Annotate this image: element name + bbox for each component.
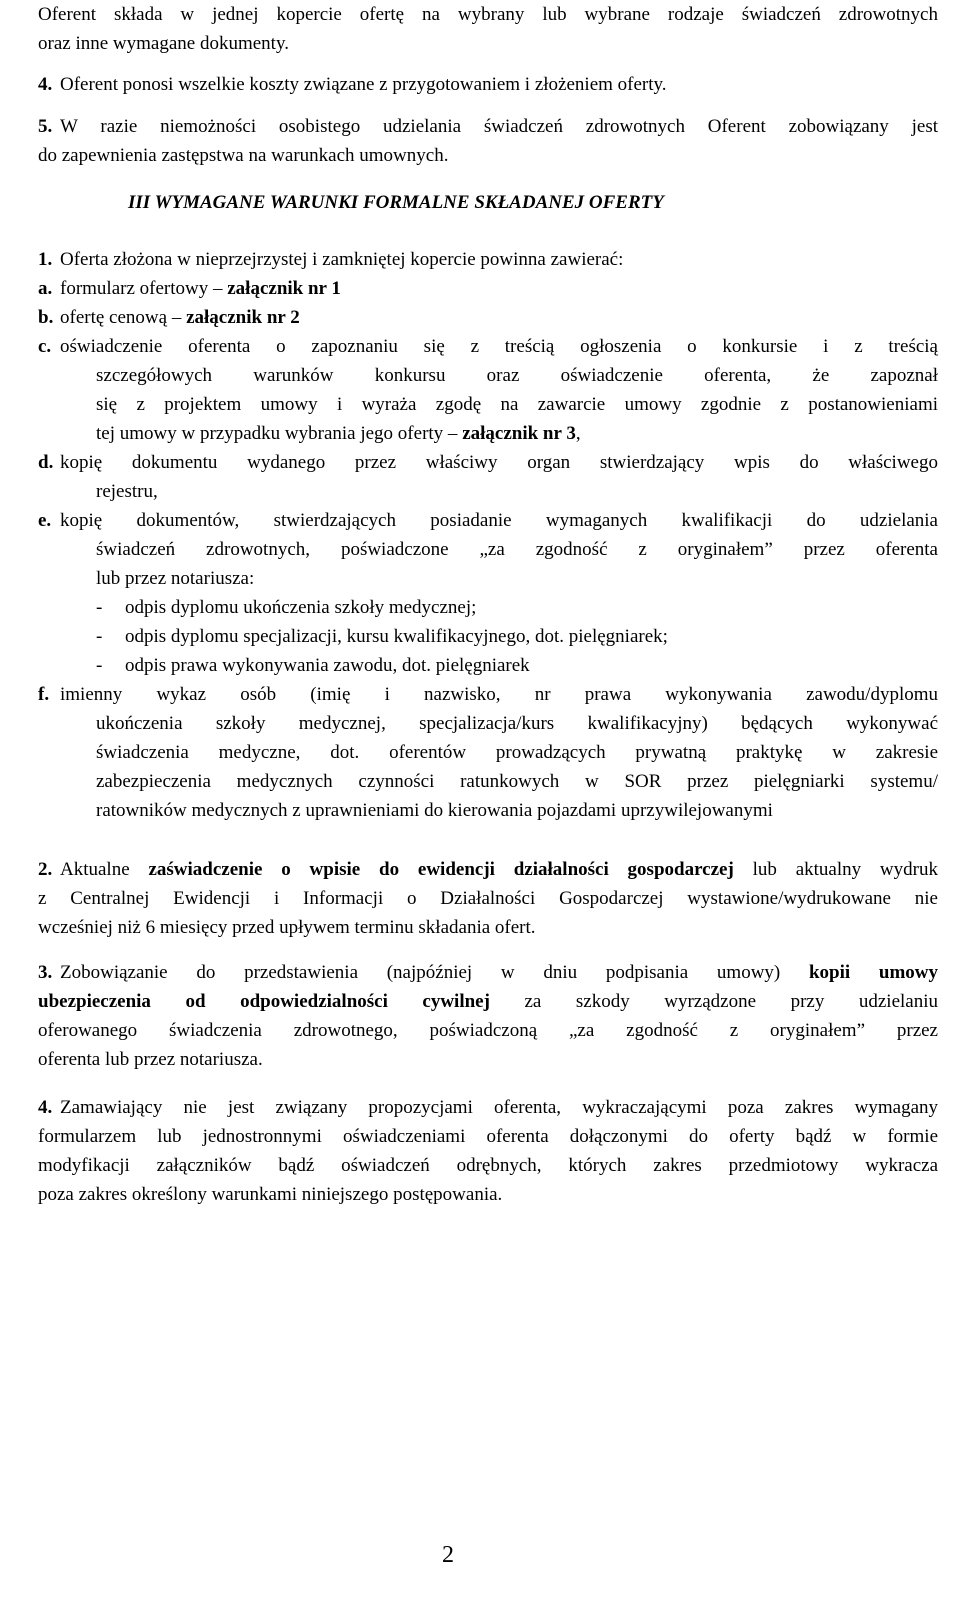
item-text: Aktualne <box>60 859 149 880</box>
subitem-e <box>38 506 938 680</box>
requirement-4 <box>38 1093 938 1209</box>
item-number: 5. <box>38 116 53 137</box>
item-text-line: z Centralnej Ewidencji i Informacji o Działalności Gospodarczej wystawione/wydrukowane nie <box>38 888 938 909</box>
subitem-c <box>38 332 938 448</box>
dash-item-text: odpis prawa wykonywania zawodu, dot. pielęgniarek <box>125 655 530 676</box>
item-number: 4. <box>38 1097 53 1118</box>
subitem-text-line: świadczeń zdrowotnych, poświadczone „za zgodność z oryginałem” przez oferenta <box>96 539 938 560</box>
dash-item <box>38 622 938 651</box>
item-text: Zamawiający nie jest związany propozycjami oferenta, wykraczającymi poza zakres wymagany <box>60 1097 938 1118</box>
item-text-line-2: do zapewnienia zastępstwa na warunkach umownych. <box>38 145 449 166</box>
subitem-text-line: oświadczenie oferenta o zapoznaniu się z treścią ogłoszenia o konkursie i z treścią <box>60 336 938 357</box>
subitem-letter: f. <box>38 684 50 705</box>
item-text: Zobowiązanie do przedstawienia (najpóźniej w dniu podpisania umowy) <box>60 962 809 983</box>
subitem-text-line: tej umowy w przypadku wybrania jego oferty – <box>96 423 463 444</box>
item-number: 4. <box>38 74 53 95</box>
dash-bullet: - <box>96 597 103 618</box>
item-text: Oferent ponosi wszelkie koszty związane z przygotowaniem i złożeniem oferty. <box>60 74 667 95</box>
subitem-text-line: kopię dokumentu wydanego przez właściwy organ stwierdzający wpis do właściwego <box>60 452 938 473</box>
page-number: 2 <box>442 1542 454 1568</box>
dash-bullet: - <box>96 626 103 647</box>
requirement-1 <box>38 245 938 825</box>
intro-line-1: Oferent składa w jednej kopercie ofertę na wybrany lub wybrane rodzaje świadczeń zdrowotnych <box>38 4 938 25</box>
subitem-text-line: się z projektem umowy i wyraża zgodę na zawarcie umowy zgodnie z postanowieniami <box>96 394 938 415</box>
item-text-line: poza zakres określony warunkami niniejszego postępowania. <box>38 1184 503 1205</box>
intro-paragraph <box>38 0 938 58</box>
subitem-text-line: imienny wykaz osób (imię i nazwisko, nr prawa wykonywania zawodu/dyplomu <box>60 684 938 705</box>
subitem-letter: d. <box>38 452 54 473</box>
requirement-2 <box>38 855 938 942</box>
dash-bullet: - <box>96 655 103 676</box>
item-4-top <box>38 70 938 99</box>
item-text-bold: kopii umowy <box>808 962 938 983</box>
item-text-line: oferowanego świadczenia zdrowotnego, poświadczoną „za zgodność z oryginałem” przez <box>38 1020 938 1041</box>
subitem-text-line: ukończenia szkoły medycznej, specjalizacja/kurs kwalifikacyjny) będących wykonywać <box>96 713 938 734</box>
dash-item-text: odpis dyplomu ukończenia szkoły medycznej; <box>125 597 477 618</box>
subitem-f <box>38 680 938 825</box>
subitem-letter: c. <box>38 336 52 357</box>
attachment-ref: załącznik nr 3 <box>462 423 576 444</box>
item-text-bold: zaświadczenie o wpisie do ewidencji działalności gospodarczej <box>148 859 734 880</box>
subitem-text: formularz ofertowy – <box>60 278 228 299</box>
subitem-text-line: szczegółowych warunków konkursu oraz oświadczenie oferenta, że zapoznał <box>96 365 938 386</box>
subitem-text-line: świadczenia medyczne, dot. oferentów prowadzących prywatną praktykę w zakresie <box>96 742 938 763</box>
subitem-letter: e. <box>38 510 52 531</box>
punctuation: , <box>575 423 581 444</box>
intro-line-2: oraz inne wymagane dokumenty. <box>38 33 289 54</box>
item-text-bold: ubezpieczenia od odpowiedzialności cywilnej <box>38 991 490 1012</box>
item-text-line: formularzem lub jednostronnymi oświadczeniami oferenta dołączonymi do oferty bądź w formie <box>38 1126 938 1147</box>
subitem-text: ofertę cenową – <box>60 307 187 328</box>
subitem-d <box>38 448 938 506</box>
item-text-line: wcześniej niż 6 miesięcy przed upływem terminu składania ofert. <box>38 917 536 938</box>
item-5-top <box>38 112 938 170</box>
item-text-line: oferenta lub przez notariusza. <box>38 1049 263 1070</box>
item-text: Oferta złożona w nieprzejrzystej i zamkniętej kopercie powinna zawierać: <box>60 249 624 270</box>
subitem-a <box>38 274 938 303</box>
requirement-3 <box>38 958 938 1074</box>
dash-item-text: odpis dyplomu specjalizacji, kursu kwalifikacyjnego, dot. pielęgniarek; <box>125 626 668 647</box>
subitem-text-line: ratowników medycznych z uprawnieniami do kierowania pojazdami uprzywilejowanymi <box>96 800 773 821</box>
item-text-line: modyfikacji załączników bądź oświadczeń odrębnych, których zakres przedmiotowy wykracza <box>38 1155 938 1176</box>
item-number: 2. <box>38 859 53 880</box>
section-heading: III WYMAGANE WARUNKI FORMALNE SKŁADANEJ OFERTY <box>128 192 664 213</box>
dash-item <box>38 651 938 680</box>
subitem-text-line: rejestru, <box>96 481 158 502</box>
subitem-letter: b. <box>38 307 54 328</box>
subitem-letter: a. <box>38 278 53 299</box>
subitem-text-line: zabezpieczenia medycznych czynności ratunkowych w SOR przez pielęgniarki systemu/ <box>96 771 938 792</box>
item-text: lub aktualny wydruk <box>733 859 938 880</box>
dash-item <box>38 593 938 622</box>
item-text-line-1: W razie niemożności osobistego udzielania świadczeń zdrowotnych Oferent zobowiązany jest <box>60 116 938 137</box>
subitem-text-line: kopię dokumentów, stwierdzających posiadanie wymaganych kwalifikacji do udzielania <box>60 510 938 531</box>
item-number: 1. <box>38 249 53 270</box>
item-number: 3. <box>38 962 53 983</box>
item-text: za szkody wyrządzone przy udzielaniu <box>489 991 939 1012</box>
attachment-ref: załącznik nr 2 <box>186 307 300 328</box>
subitem-text-line: lub przez notariusza: <box>96 568 255 589</box>
subitem-b <box>38 303 938 332</box>
attachment-ref: załącznik nr 1 <box>227 278 341 299</box>
